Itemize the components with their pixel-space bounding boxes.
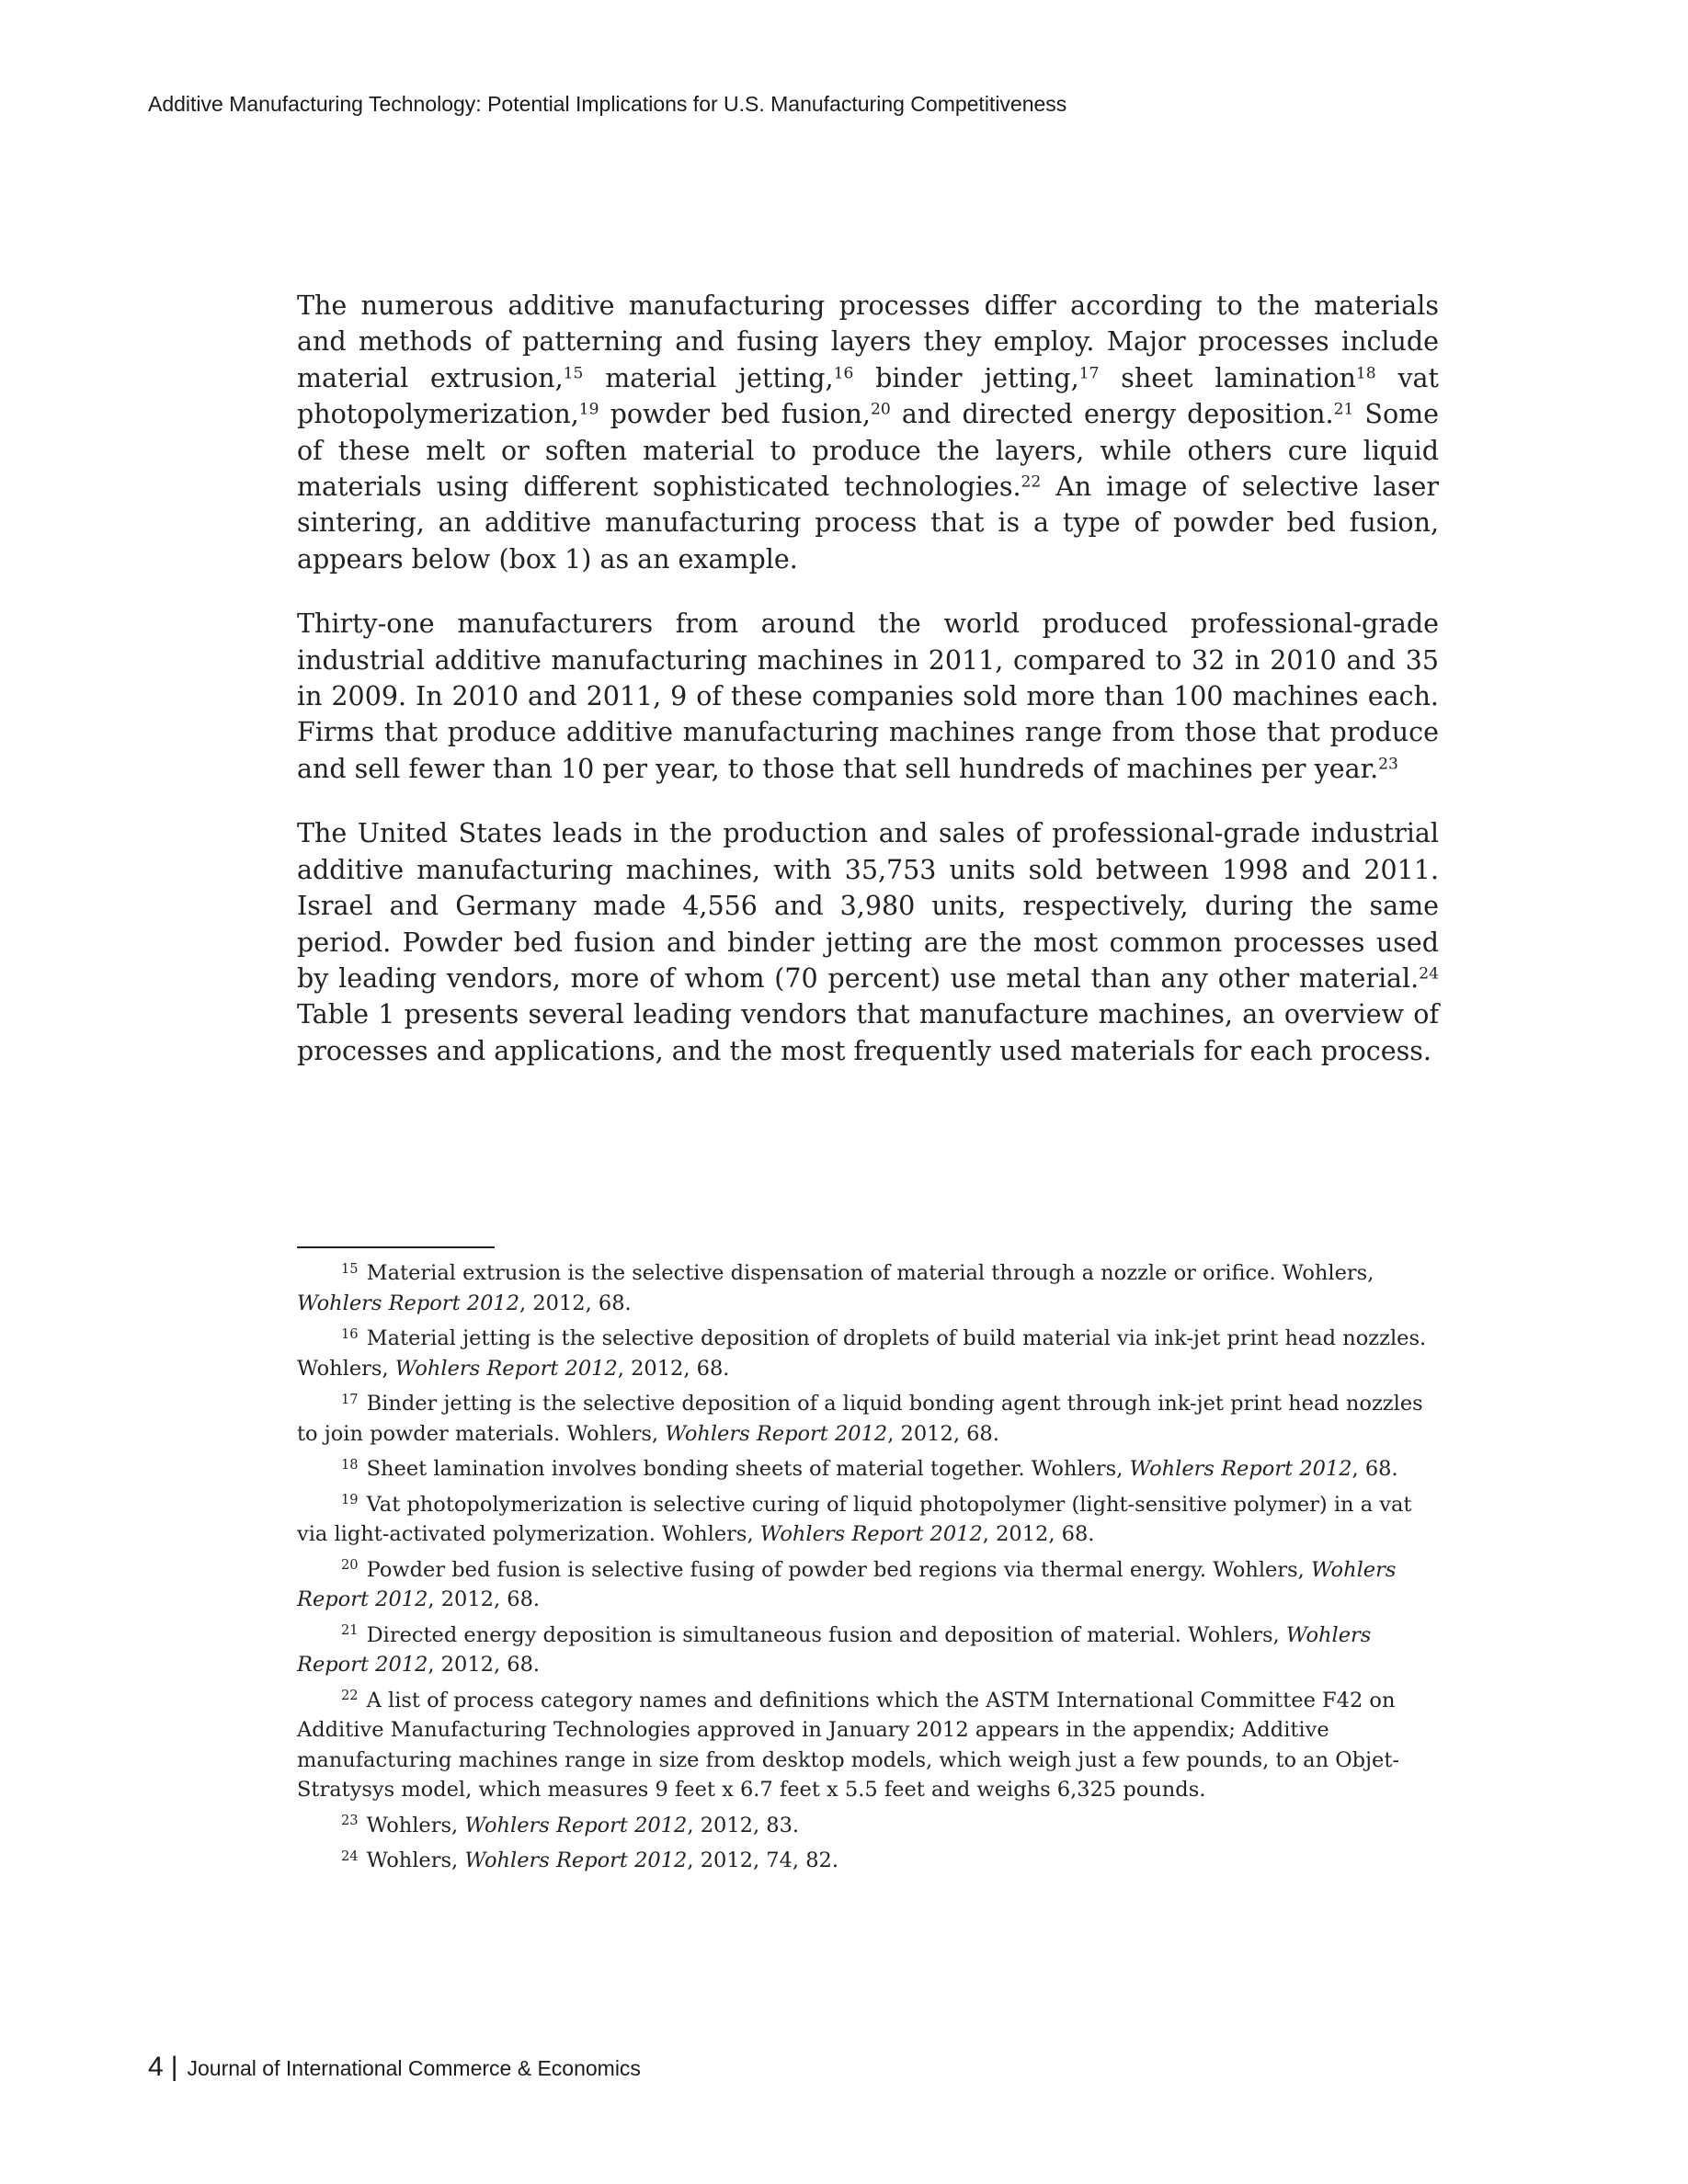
footnote-number: 17 [341, 1391, 359, 1407]
text-run: Wohlers, [366, 1813, 465, 1837]
text-run: The United States leads in the production and sales of professional-grade industrial additive manufacturing machines, with 35,753 units sold between 1998 and 2011. Israel and Germany made 4,556 and 3,980 units, respectively, during the same period. Powder bed fusion and binder jetting are the most common processes used by leading vendors, more of whom (70 percent) use metal than any other material. [297, 818, 1439, 994]
text-run: Binder jetting is the selective deposition of a liquid bonding agent through ink-jet print head nozzles to join powder materials. Wohlers, [297, 1392, 1423, 1446]
running-title: Additive Manufacturing Technology: Potential Implications for U.S. Manufacturing Competitiveness [148, 92, 1067, 116]
text-run: sheet lamination [1099, 362, 1356, 393]
text-run: , 2012, 83. [687, 1813, 800, 1837]
footnote-ref: 21 [1333, 400, 1354, 419]
footnote-ref: 20 [870, 400, 891, 419]
text-run: Vat photopolymerization is selective curing of liquid photopolymer (light-sensitive polymer) in a vat via light-activated polymerization. Wohlers, [297, 1492, 1412, 1546]
footnote [297, 1454, 1439, 1484]
text-run: and directed energy deposition. [890, 399, 1334, 430]
footnote [297, 1811, 1439, 1841]
text-run: Some of these melt or soften material to produce the layers, while others cure liquid materials using different sophisticated technologies. [297, 399, 1440, 503]
footnote-ref: 17 [1078, 364, 1100, 383]
text-run: Table 1 presents several leading vendors that manufacture machines, an overview of processes and applications, and the most frequently used materials for each process. [297, 999, 1439, 1066]
text-run: material jetting, [583, 362, 834, 393]
text-run: , 2012, 68. [428, 1587, 541, 1611]
citation-title: Wohlers Report 2012 [464, 1848, 688, 1872]
page-footer [148, 2052, 641, 2083]
citation-title: Wohlers Report 2012 [297, 1557, 1397, 1611]
text-run: powder bed fusion, [599, 399, 871, 430]
footnote [297, 1621, 1439, 1680]
body-paragraph [297, 606, 1439, 787]
text-run: The numerous additive manufacturing processes differ according to the materials and methods of patterning and fusing layers they employ. Major processes include material extrusion, [297, 290, 1439, 393]
footnote-number: 23 [341, 1813, 359, 1829]
footnote-number: 16 [341, 1325, 359, 1342]
body-paragraph [297, 815, 1439, 1069]
body-paragraph [297, 288, 1439, 577]
text-run: , 2012, 68. [887, 1421, 999, 1446]
footnote [297, 1846, 1439, 1876]
text-run: , 2012, 68. [617, 1356, 730, 1381]
footnote [297, 1324, 1439, 1383]
text-run: Sheet lamination involves bonding sheets of material together. Wohlers, [366, 1457, 1130, 1481]
footnote-ref: 19 [578, 400, 599, 419]
footnote-divider [297, 1246, 495, 1248]
text-run: , 2012, 74, 82. [687, 1848, 838, 1872]
citation-title: Wohlers Report 2012 [1129, 1457, 1352, 1481]
footnote-ref: 23 [1378, 755, 1398, 774]
footnote-number: 20 [341, 1557, 359, 1574]
footnote-number: 18 [341, 1456, 359, 1473]
text-run: Wohlers, [366, 1848, 465, 1872]
text-run: , 68. [1352, 1457, 1398, 1481]
footnote-ref: 22 [1021, 472, 1042, 492]
citation-title: Wohlers Report 2012 [394, 1356, 618, 1381]
footnote-number: 15 [341, 1260, 359, 1277]
footnote-ref: 16 [833, 364, 854, 383]
footnote-ref: 24 [1419, 964, 1439, 984]
text-run: Material extrusion is the selective dispensation of material through a nozzle or orifice. Wohlers, [366, 1261, 1374, 1285]
citation-title: Wohlers Report 2012 [297, 1622, 1372, 1677]
text-run: A list of process category names and definitions which the ASTM International Committee F42 on Additive Manufacturing Technologies approved in January 2012 appears in the appendix; Additive manufacturing machines range in size from desktop models, which weigh just a few pounds, to an Objet-Stratysys model, which measures 9 feet x 6.7 feet x 5.5 feet and weighs 6,325 pounds. [297, 1688, 1399, 1802]
footnote [297, 1686, 1439, 1805]
footnote-number: 21 [341, 1622, 359, 1639]
text-run: , 2012, 68. [519, 1291, 632, 1315]
citation-title: Wohlers Report 2012 [464, 1813, 688, 1837]
citation-title: Wohlers Report 2012 [297, 1291, 520, 1315]
text-run: Directed energy deposition is simultaneous fusion and deposition of material. Wohlers, [366, 1622, 1286, 1647]
footnote-number: 24 [341, 1848, 359, 1864]
text-run: , 2012, 68. [982, 1522, 1095, 1546]
main-body-text [297, 288, 1439, 1098]
citation-title: Wohlers Report 2012 [665, 1421, 888, 1446]
footnote [297, 1389, 1439, 1449]
footnotes-section [297, 1258, 1439, 1882]
footnote-ref: 15 [563, 364, 584, 383]
text-run: binder jetting, [853, 362, 1079, 393]
footnote-number: 22 [341, 1688, 359, 1704]
text-run: An image of selective laser sintering, an additive manufacturing process that is a type of powder bed fusion, appears below (box 1) as an example. [297, 472, 1440, 574]
footnote [297, 1555, 1439, 1615]
footnote-ref: 18 [1355, 364, 1376, 383]
footnote-number: 19 [341, 1492, 359, 1508]
text-run: Thirty-one manufacturers from around the world produced professional-grade industrial additive manufacturing machines in 2011, compared to 32 in 2010 and 35 in 2009. In 2010 and 2011, 9 of these companies sold more than 100 machines each. Firms that produce additive manufacturing machines range from those that produce and sell fewer than 10 per year, to those that sell hundreds of machines per year. [297, 609, 1439, 784]
text-run: Material jetting is the selective deposition of droplets of build material via ink-jet print head nozzles. Wohlers, [297, 1326, 1427, 1381]
footnote [297, 1490, 1439, 1550]
text-run: , 2012, 68. [428, 1653, 541, 1677]
footer-separator: | [170, 2052, 178, 2082]
page-number: 4 [148, 2052, 164, 2082]
journal-name: Journal of International Commerce & Economics [187, 2056, 641, 2080]
footnote [297, 1258, 1439, 1318]
text-run: Powder bed fusion is selective fusing of powder bed regions via thermal energy. Wohlers, [366, 1557, 1311, 1582]
citation-title: Wohlers Report 2012 [759, 1522, 983, 1546]
text-run: vat photopolymerization, [297, 362, 1439, 430]
